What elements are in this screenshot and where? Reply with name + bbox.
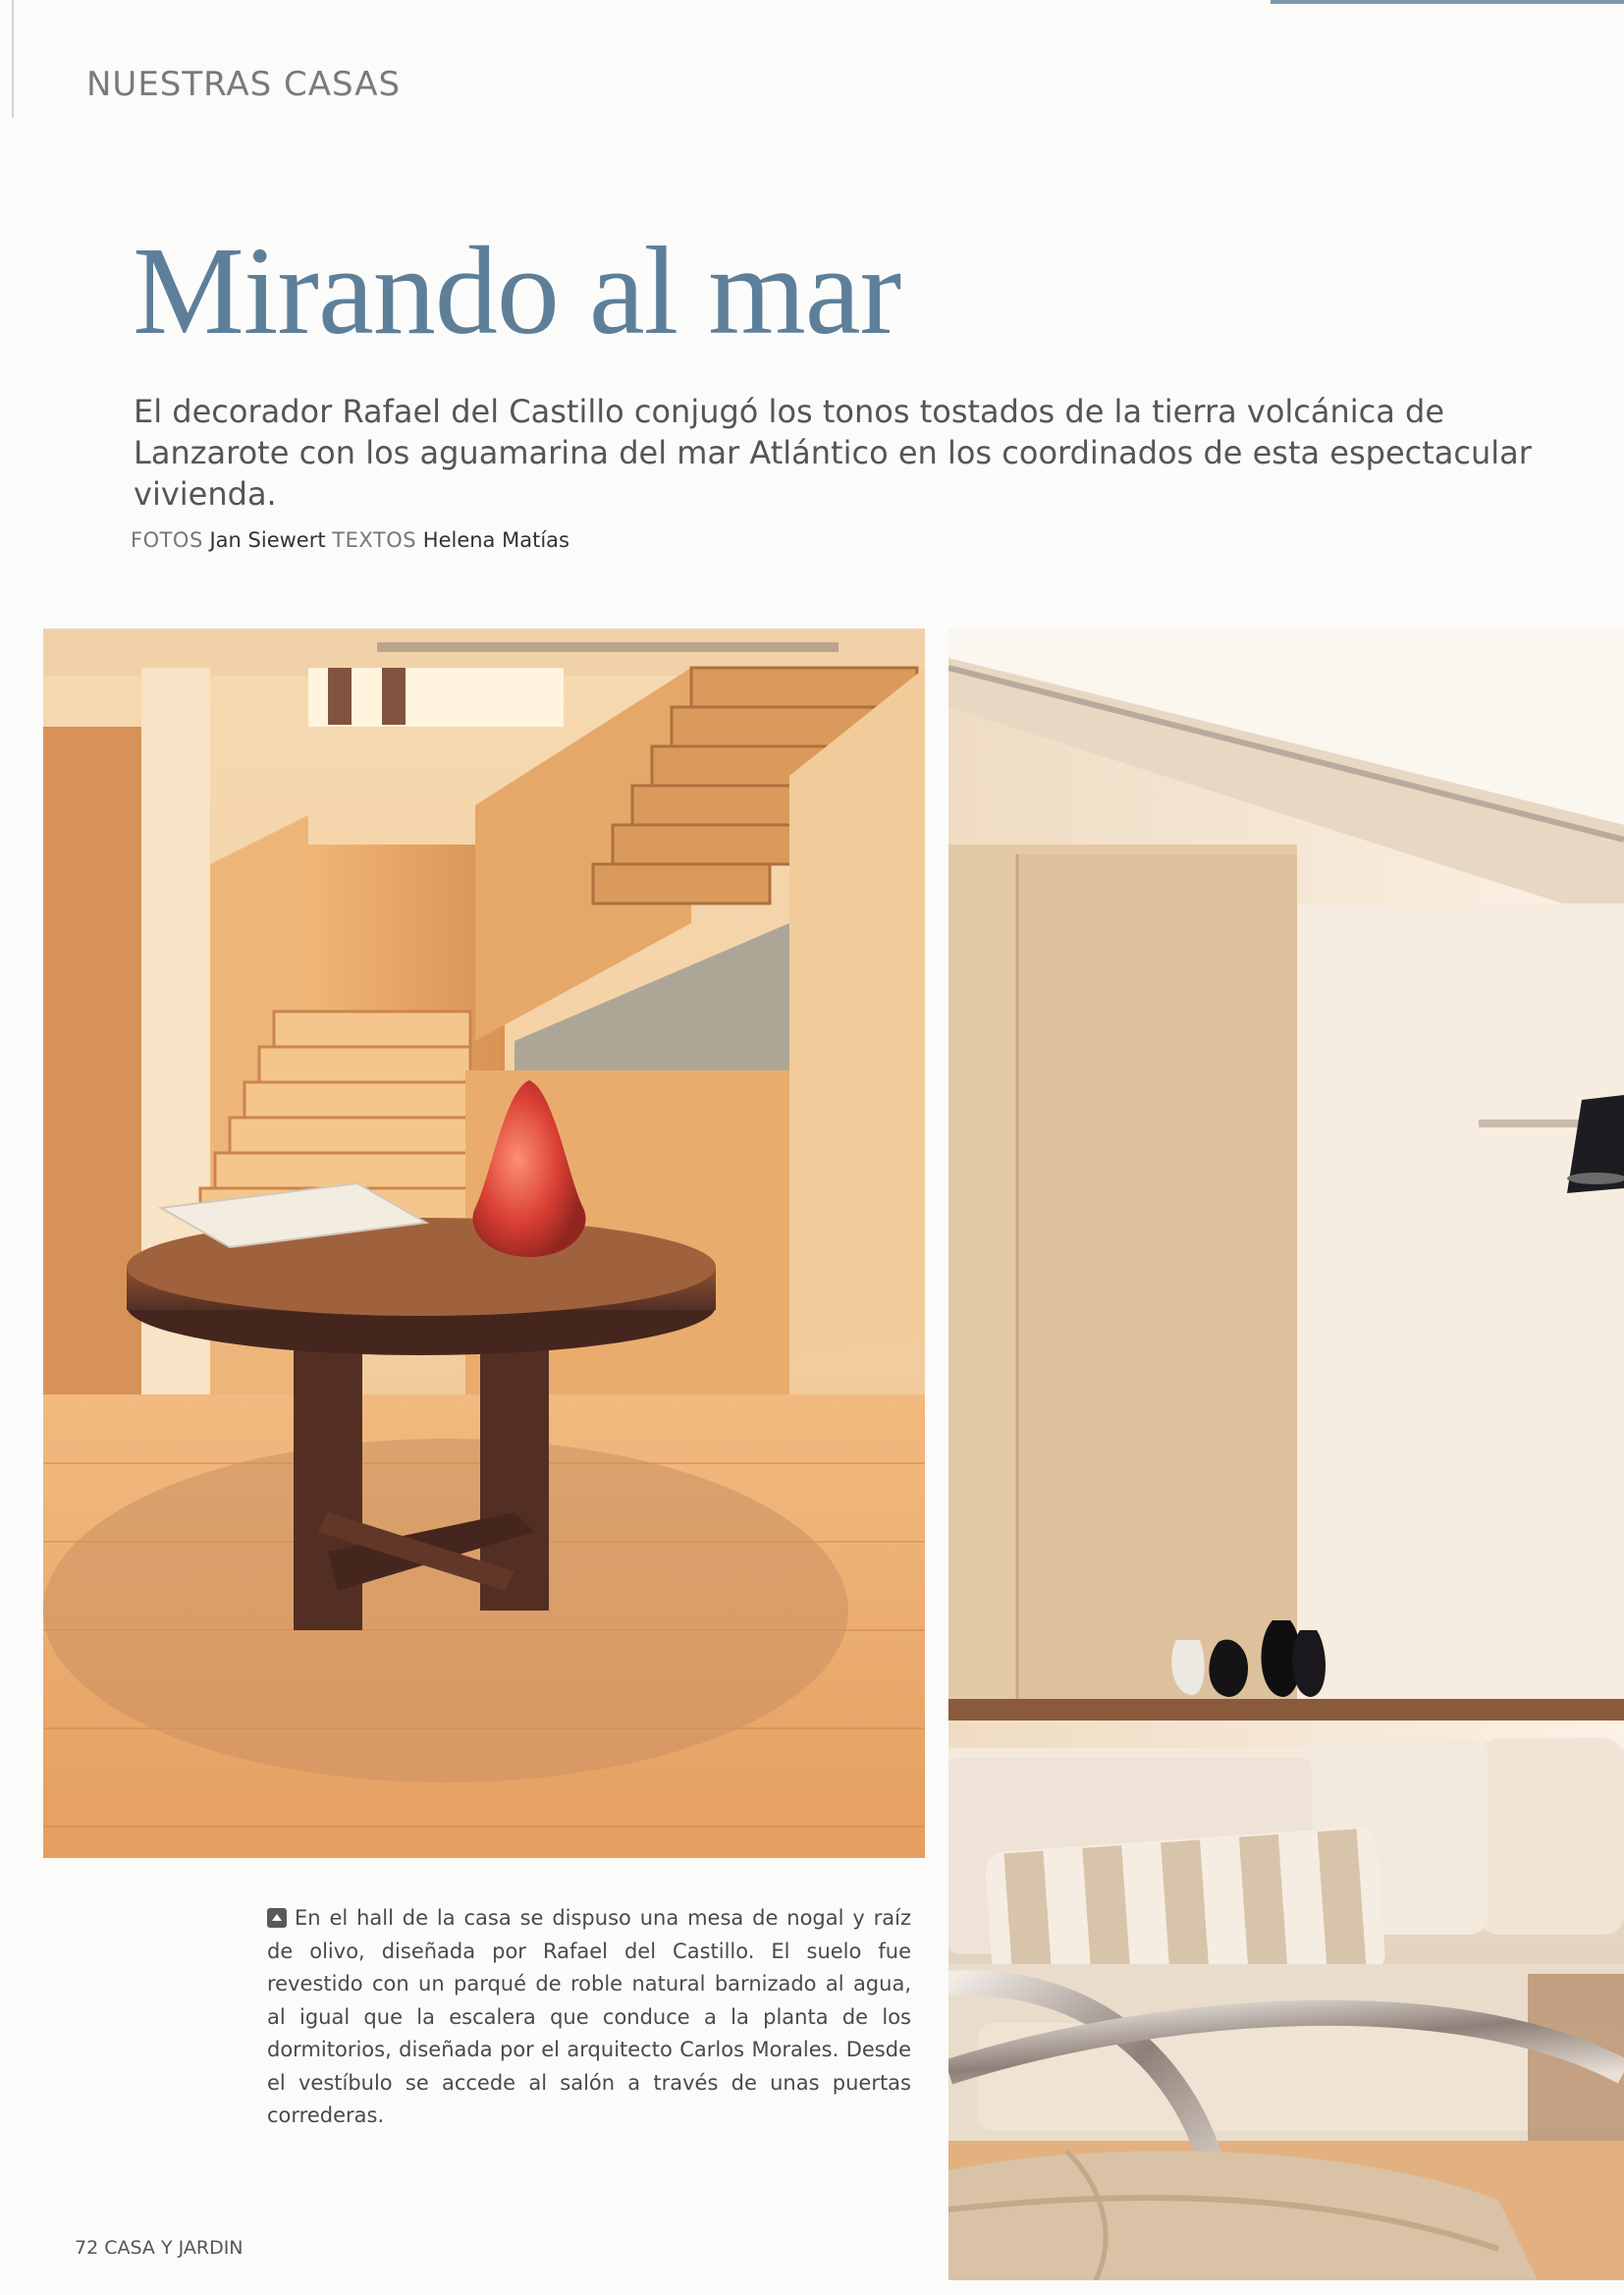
magazine-name: CASA Y JARDIN <box>104 2237 244 2259</box>
writer-name: Helena Matías <box>422 528 569 552</box>
hall-photo <box>43 628 925 1858</box>
texts-label: TEXTOS <box>332 528 417 552</box>
section-label: NUESTRAS CASAS <box>86 65 402 104</box>
photos-label: FOTOS <box>131 528 203 552</box>
page-footer <box>75 2237 244 2259</box>
top-rule <box>1271 0 1624 4</box>
article-subtitle: El decorador Rafael del Castillo conjugó los tonos tostados de la tierra volcánica de Lanzarote con los aguamarina del mar Atlántico en los coordinados de esta espectacular vivienda. <box>134 393 1532 513</box>
page-edge-line <box>12 0 14 118</box>
page-number: 72 <box>75 2237 99 2259</box>
photo-caption <box>267 1902 911 2133</box>
caret-up-square-icon <box>267 1908 287 1928</box>
caption-text: En el hall de la casa se dispuso una mesa de nogal y raíz de olivo, diseñada por Rafael del Castillo. El suelo fue revestido con un parqué de roble natural barnizado al agua, al igual que la escalera que conduce a la planta de los dormitorios, diseñada por el arquitecto Carlos Morales. Desde el vestíbulo se accede al salón a través de unas puertas correderas. <box>267 1906 911 2127</box>
photographer-name: Jan Siewert <box>209 528 326 552</box>
article-title: Mirando al mar <box>133 221 901 360</box>
living-room-photo <box>948 628 1624 2280</box>
credits <box>131 528 569 552</box>
